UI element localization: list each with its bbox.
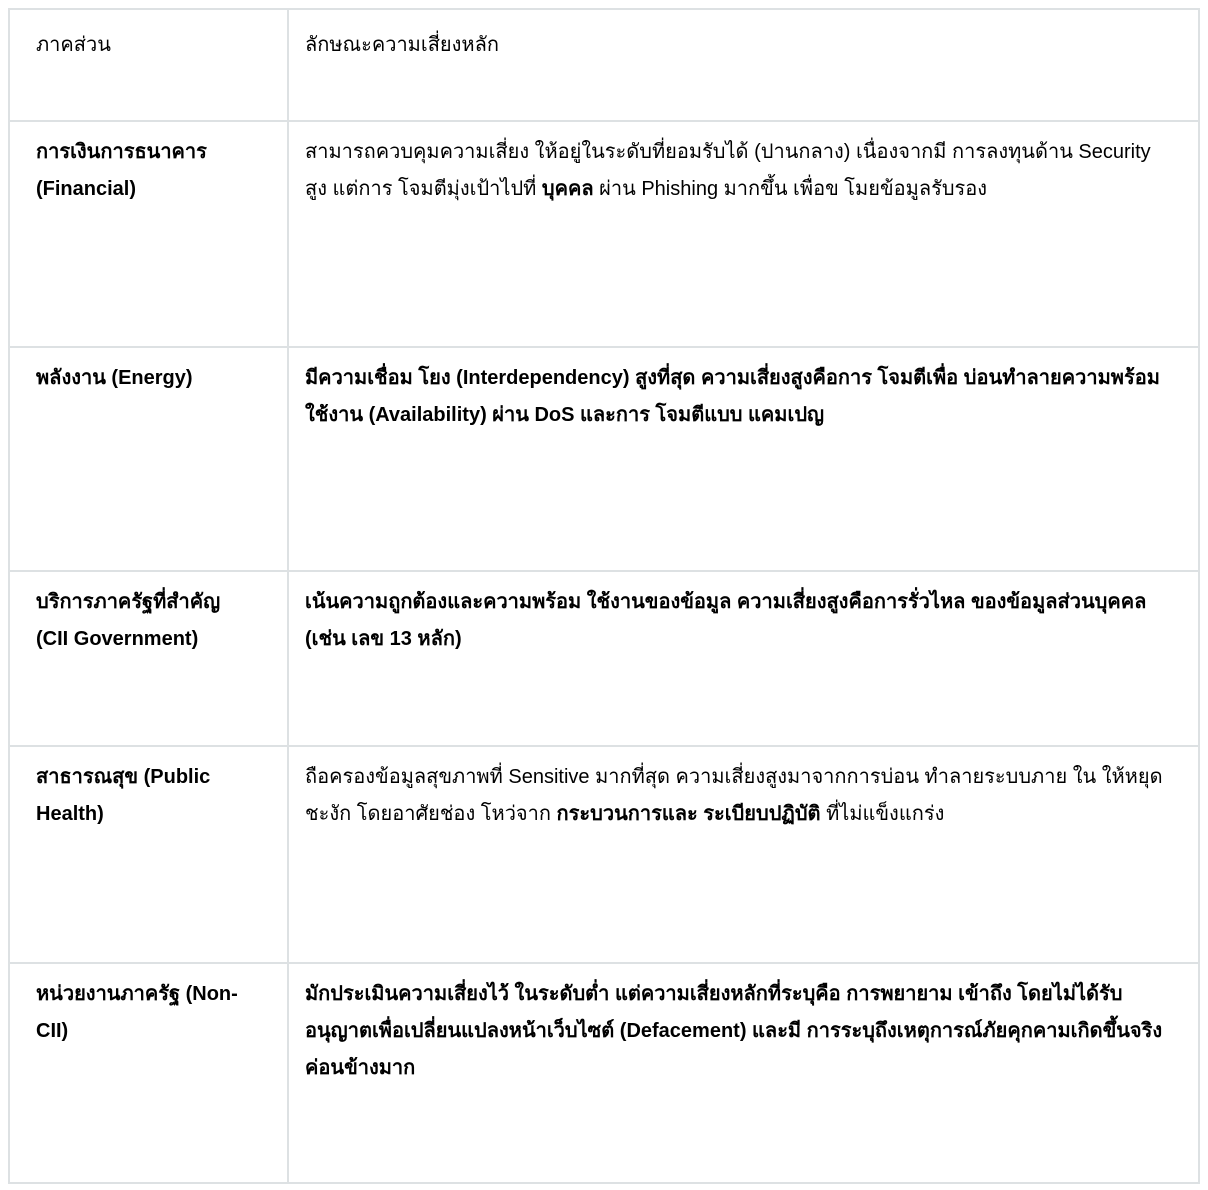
risk-text: มักประเมินความเสี่ยงไว้ ในระดับต่ำ แต่ความเสี่ยงหลักที่ระบุคือ การพยายาม เข้าถึง โดยไม่ได้รับอนุญาตเพื่อเปลี่ยนแปลงหน้าเว็บไซต์ (Defacement) และมี การระบุถึงเหตุการณ์ภัยคุกคามเกิดขึ้นจริงค่อนข้างมาก: [305, 983, 1163, 1079]
risk-cell-non-cii: [289, 964, 1200, 1184]
risk-bold-text: กระบวนการและ ระเบียบปฏิบัติ: [556, 803, 821, 825]
risk-text: เน้นความถูกต้องและความพร้อม ใช้งานของข้อมูล ความเสี่ยงสูงคือการรั่วไหล ของข้อมูลส่วนบุคคล (เช่น เลข 13 หลัก): [305, 591, 1147, 650]
header-risk-column: ลักษณะความเสี่ยงหลัก: [289, 10, 1200, 122]
sector-cell-financial: การเงินการธนาคาร (Financial): [10, 122, 289, 348]
risk-text: ที่ไม่แข็งแกร่ง: [820, 803, 945, 825]
risk-cell-financial: [289, 122, 1200, 348]
header-sector-column: ภาคส่วน: [10, 10, 289, 122]
risk-text: ถือครองข้อมูลสุขภาพที่ Sensitive มากที่สุด ความเสี่ยงสูงมาจากการบ่อน ทำลายระบบภาย ใน ให้หยุดชะงัก โดยอาศัยช่อง โหว่จาก: [305, 766, 1163, 825]
risk-cell-public-health: [289, 747, 1200, 964]
sector-risk-table: [8, 8, 1200, 1184]
risk-text: สามารถควบคุมความเสี่ยง ให้อยู่ในระดับที่ยอมรับได้ (ปานกลาง) เนื่องจากมี การลงทุนด้าน Security สูง แต่การ โจมตีมุ่งเป้าไปที่: [305, 141, 1151, 200]
sector-cell-energy: พลังงาน (Energy): [10, 348, 289, 572]
sector-cell-non-cii: หน่วยงานภาครัฐ (Non-CII): [10, 964, 289, 1184]
risk-text: มีความเชื่อม โยง (Interdependency) สูงที่สุด ความเสี่ยงสูงคือการ โจมตีเพื่อ บ่อนทำลายความพร้อม ใช้งาน (Availability) ผ่าน DoS และการ โจมตีแบบ แคมเปญ: [305, 367, 1160, 426]
risk-bold-text: บุคคล: [541, 178, 594, 200]
risk-cell-cii-government: [289, 572, 1200, 747]
sector-cell-cii-government: บริการภาครัฐที่สำคัญ (CII Government): [10, 572, 289, 747]
risk-text: ผ่าน Phishing มากขึ้น เพื่อข โมยข้อมูลรับรอง: [593, 178, 988, 200]
sector-cell-public-health: สาธารณสุข (Public Health): [10, 747, 289, 964]
risk-cell-energy: [289, 348, 1200, 572]
